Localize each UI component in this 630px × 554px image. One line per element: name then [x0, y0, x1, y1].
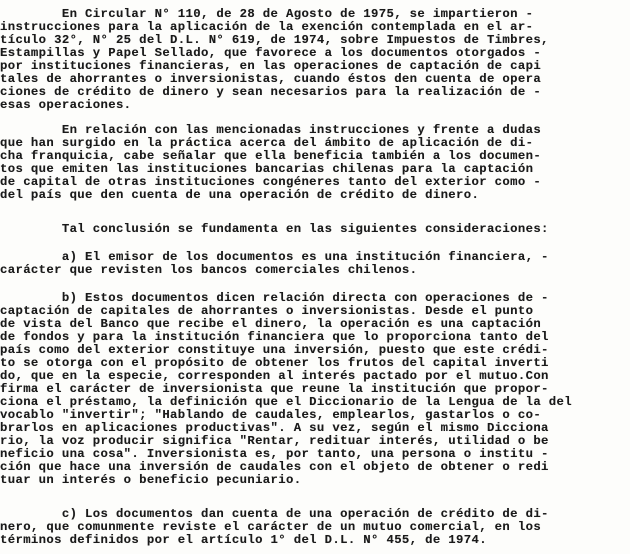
paragraph-b-line: ciona el préstamo, la definición que el Diccionario de la Lengua de la del [0, 395, 572, 409]
paragraph-b-line: de vista del Banco que recibe el dinero, la operación es una captación [0, 317, 542, 331]
paragraph-b-line: vocablo "invertir"; "Hablando de caudales, emplearlos, gastarlos o co- [0, 408, 542, 422]
paragraph-a-line: carácter que revisten los bancos comerciales chilenos. [0, 263, 418, 277]
paragraph-3-line: Tal conclusión se fundamenta en las siguientes consideraciones: [0, 222, 549, 236]
paragraph-c-line: términos definidos por el artículo 1° del D.L. N° 455, de 1974. [0, 533, 487, 547]
paragraph-b-line: b) Estos documentos dicen relación directa con operaciones de - [0, 291, 549, 305]
paragraph-b-line: brarlos en aplicaciones productivas". A su vez, según el mismo Dicciona [0, 421, 549, 435]
paragraph-b-line: rio, la voz producir significa "Rentar, redituar interés, utilidad o be [0, 434, 549, 448]
paragraph-b-line: neficio una cosa". Inversionista es, por tanto, una persona o institu - [0, 447, 549, 461]
paragraph-b-line: captación de capitales de ahorrantes o inversionistas. Desde el punto [0, 304, 534, 318]
paragraph-2-line: tos que emiten las instituciones bancarias chilenas para la captación [0, 162, 534, 176]
paragraph-1-line: esas operaciones. [0, 98, 132, 112]
paragraph-1-line: ciones de crédito de dinero y sean necesarios para la realización de - [0, 85, 542, 99]
paragraph-1-line: instrucciones para la aplicación de la exención contemplada en el ar- [0, 20, 534, 34]
paragraph-c-line: nero, que comunmente reviste el carácter de un mutuo comercial, en los [0, 520, 542, 534]
paragraph-c-line: c) Los documentos dan cuenta de una operación de crédito de di- [0, 507, 549, 521]
paragraph-a-line: a) El emisor de los documentos es una institución financiera, - [0, 250, 549, 264]
paragraph-2-line: de capital de otras instituciones congéneres tanto del exterior como - [0, 175, 542, 189]
paragraph-b-line: to se otorga con el propósito de obtener los frutos del capital inverti [0, 356, 549, 370]
paragraph-1-line: por instituciones financieras, en las operaciones de captación de capi [0, 59, 542, 73]
paragraph-2-line: En relación con las mencionadas instrucciones y frente a dudas [0, 123, 542, 137]
paragraph-b-line: de fondos y para la institución financiera que lo proporciona tanto del [0, 330, 549, 344]
paragraph-1-line: tículo 32°, N° 25 del D.L. N° 619, de 1974, sobre Impuestos de Timbres, [0, 33, 549, 47]
paragraph-1-line: Estampillas y Papel Sellado, que favorece a los documentos otorgados - [0, 46, 542, 60]
paragraph-2-line: cha franquicia, cabe señalar que ella beneficia también a los documen- [0, 149, 542, 163]
paragraph-1-line: tales de ahorrantes o inversionistas, cuando éstos den cuenta de opera [0, 72, 542, 86]
paragraph-b-line: país como del exterior constituye una inversión, puesto que este crédi- [0, 343, 549, 357]
paragraph-b-line: ción que hace una inversión de caudales con el objeto de obtener o redi [0, 460, 549, 474]
paragraph-2-line: del país que den cuenta de una operación de crédito de dinero. [0, 188, 480, 202]
paragraph-b-line: do, que en la especie, corresponden al interés pactado por el mutuo.Con [0, 369, 549, 383]
paragraph-b-line: firma el carácter de inversionista que reune la institución que propor- [0, 382, 549, 396]
paragraph-b-line: tuar un interés o beneficio pecuniario. [0, 473, 302, 487]
paragraph-2-line: que han surgido en la práctica acerca del ámbito de aplicación de di- [0, 136, 534, 150]
paragraph-1-line: En Circular N° 110, de 28 de Agosto de 1975, se impartieron - [0, 7, 534, 21]
